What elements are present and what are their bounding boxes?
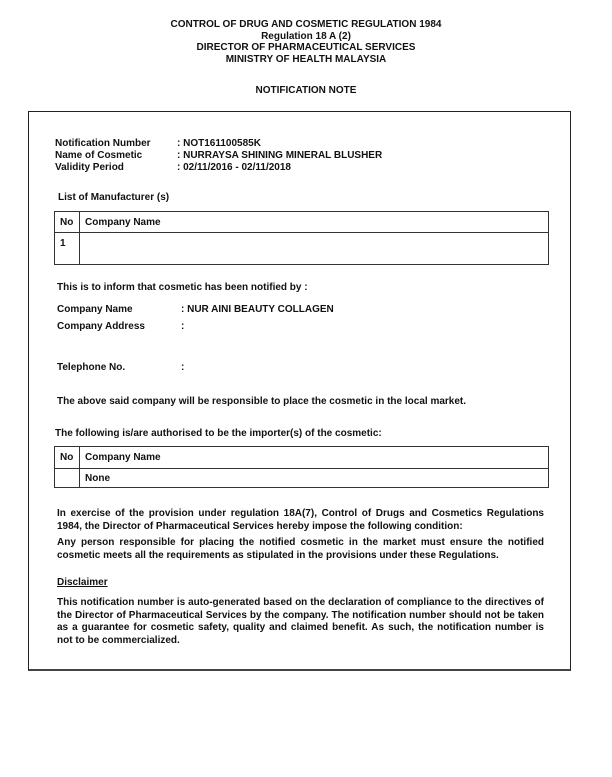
manufacturer-table: [54, 211, 549, 265]
company-name-label: Company Name: [57, 304, 133, 315]
disclaimer-text: This notification number is auto-generated based on the declaration of compliance to the directives of the Director of Pharmaceutical Services by the company. The notification number should not be taken as a guarantee for cosmetic safety, quality and claimed benefit. As such, the notification number is not to be commercialized.: [57, 597, 544, 646]
company-address-label: Company Address: [57, 321, 145, 332]
validity-period-value: : 02/11/2016 - 02/11/2018: [177, 162, 291, 173]
manufacturer-list-heading: List of Manufacturer (s): [58, 192, 170, 203]
column-header-no: No: [55, 212, 80, 233]
document-header: [0, 19, 612, 65]
row-company-name: [80, 233, 549, 265]
importer-table: [54, 446, 549, 488]
cosmetic-name-label: Name of Cosmetic: [55, 150, 143, 161]
notification-number-label: Notification Number: [55, 138, 151, 149]
table-header-row: [55, 447, 549, 469]
table-row: [55, 469, 549, 488]
notification-number-value: : NOT161100585K: [177, 138, 261, 149]
header-regulation-number: Regulation 18 A (2): [261, 30, 351, 42]
header-regulation-title: CONTROL OF DRUG AND COSMETIC REGULATION 1984: [170, 19, 442, 30]
table-row: [55, 233, 549, 265]
header-director: DIRECTOR OF PHARMACEUTICAL SERVICES: [196, 42, 416, 53]
company-address-value: :: [181, 321, 185, 332]
telephone-value: :: [181, 362, 185, 373]
cosmetic-name-value: : NURRAYSA SHINING MINERAL BLUSHER: [177, 150, 383, 161]
table-header-row: [55, 212, 549, 233]
column-header-company-name: Company Name: [80, 447, 549, 469]
requirement-paragraph: Any person responsible for placing the notified cosmetic in the market must ensure the notified cosmetic meets all the requirements as stipulated in the provisions under these Regulations.: [57, 537, 544, 561]
responsibility-statement: The above said company will be responsible to place the cosmetic in the local market.: [57, 396, 467, 407]
disclaimer-heading: Disclaimer: [57, 577, 108, 588]
row-no: 1: [55, 233, 80, 265]
notifier-intro: This is to inform that cosmetic has been notified by :: [57, 282, 308, 293]
telephone-label: Telephone No.: [57, 362, 126, 373]
validity-period-label: Validity Period: [55, 162, 124, 173]
page-title: NOTIFICATION NOTE: [255, 85, 357, 96]
header-ministry: MINISTRY OF HEALTH MALAYSIA: [225, 53, 387, 65]
provision-paragraph: In exercise of the provision under regulation 18A(7), Control of Drugs and Cosmetics Regulations 1984, the Director of Pharmaceutical Services hereby impose the following condition:: [57, 508, 544, 532]
row-company-name: None: [80, 469, 549, 488]
column-header-no: No: [55, 447, 80, 469]
importer-heading: The following is/are authorised to be the importer(s) of the cosmetic:: [55, 428, 382, 439]
column-header-company-name: Company Name: [80, 212, 549, 233]
company-name-value: : NUR AINI BEAUTY COLLAGEN: [181, 304, 334, 315]
row-no: [55, 469, 80, 488]
